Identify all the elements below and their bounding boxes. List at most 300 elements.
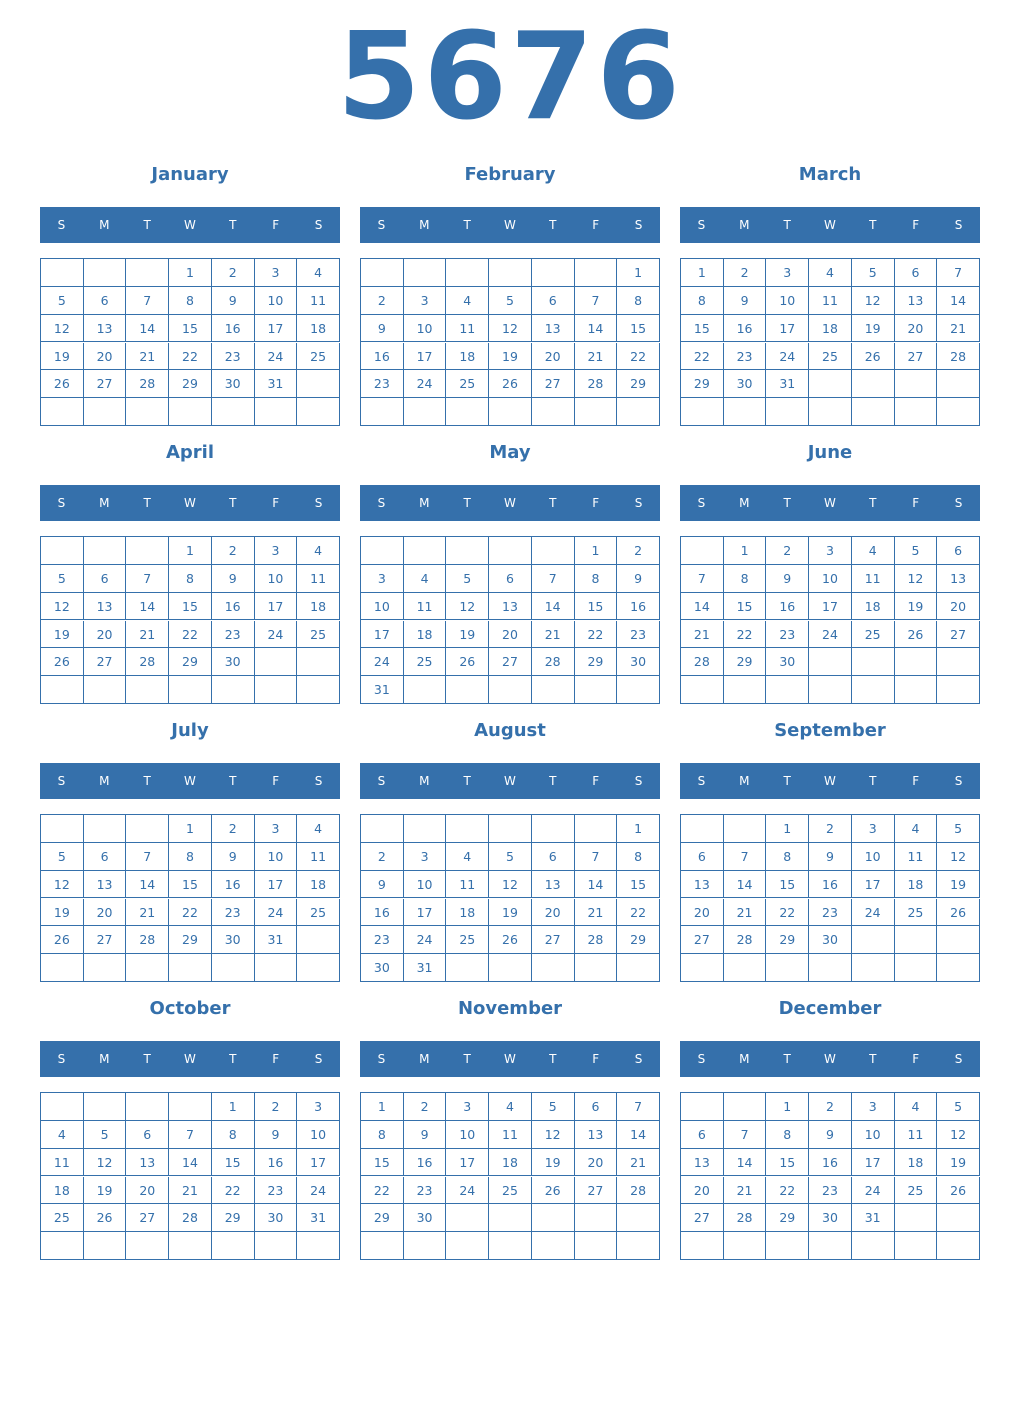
month-title: May bbox=[489, 442, 531, 463]
empty-day-cell bbox=[937, 954, 980, 982]
empty-day-cell bbox=[766, 1232, 809, 1260]
empty-day-cell bbox=[297, 1232, 340, 1260]
day-cell: 24 bbox=[361, 648, 404, 676]
day-cell: 25 bbox=[895, 899, 938, 927]
day-cell: 28 bbox=[937, 343, 980, 371]
weekday-label: W bbox=[824, 496, 836, 510]
empty-day-cell bbox=[212, 676, 255, 704]
day-cell: 16 bbox=[809, 871, 852, 899]
day-cell: 16 bbox=[255, 1149, 298, 1177]
weekday-label: S bbox=[57, 1052, 66, 1066]
day-cell: 27 bbox=[532, 926, 575, 954]
empty-day-cell bbox=[361, 815, 404, 843]
day-cell: 9 bbox=[724, 287, 767, 315]
day-cell: 8 bbox=[766, 1121, 809, 1149]
empty-day-cell bbox=[126, 259, 169, 287]
weekday-label: W bbox=[824, 774, 836, 788]
day-cell: 14 bbox=[937, 287, 980, 315]
empty-day-cell bbox=[724, 1232, 767, 1260]
day-cell: 30 bbox=[724, 370, 767, 398]
day-cell: 17 bbox=[297, 1149, 340, 1177]
day-cell: 3 bbox=[404, 843, 447, 871]
day-cell: 8 bbox=[724, 565, 767, 593]
day-cell: 11 bbox=[489, 1121, 532, 1149]
day-cell: 28 bbox=[169, 1204, 212, 1232]
weekday-label: T bbox=[549, 1052, 557, 1066]
day-cell: 12 bbox=[937, 1121, 980, 1149]
day-cell: 26 bbox=[852, 343, 895, 371]
day-grid bbox=[40, 536, 340, 704]
empty-day-cell bbox=[895, 370, 938, 398]
day-cell: 22 bbox=[575, 621, 618, 649]
empty-day-cell bbox=[681, 815, 724, 843]
day-cell: 3 bbox=[852, 1093, 895, 1121]
empty-day-cell bbox=[489, 1204, 532, 1232]
day-cell: 19 bbox=[852, 315, 895, 343]
day-cell: 14 bbox=[126, 315, 169, 343]
day-cell: 11 bbox=[404, 593, 447, 621]
empty-day-cell bbox=[532, 537, 575, 565]
day-cell: 9 bbox=[361, 315, 404, 343]
day-cell: 14 bbox=[724, 871, 767, 899]
weekday-header bbox=[360, 207, 660, 243]
day-cell: 6 bbox=[532, 843, 575, 871]
day-grid bbox=[360, 258, 660, 426]
weekday-label: T bbox=[549, 218, 557, 232]
day-cell: 2 bbox=[724, 259, 767, 287]
day-cell: 27 bbox=[126, 1204, 169, 1232]
day-cell: 15 bbox=[169, 593, 212, 621]
day-cell: 8 bbox=[575, 565, 618, 593]
empty-day-cell bbox=[852, 954, 895, 982]
day-cell: 19 bbox=[41, 343, 84, 371]
day-cell: 16 bbox=[212, 315, 255, 343]
day-cell: 28 bbox=[575, 926, 618, 954]
day-cell: 10 bbox=[297, 1121, 340, 1149]
day-cell: 5 bbox=[41, 843, 84, 871]
day-cell: 8 bbox=[169, 843, 212, 871]
day-cell: 15 bbox=[361, 1149, 404, 1177]
weekday-label: S bbox=[634, 496, 643, 510]
empty-day-cell bbox=[724, 1093, 767, 1121]
day-cell: 15 bbox=[169, 871, 212, 899]
empty-day-cell bbox=[575, 1232, 618, 1260]
day-cell: 20 bbox=[126, 1177, 169, 1205]
day-cell: 24 bbox=[852, 899, 895, 927]
day-cell: 22 bbox=[681, 343, 724, 371]
day-cell: 28 bbox=[126, 648, 169, 676]
day-cell: 26 bbox=[489, 370, 532, 398]
day-cell: 21 bbox=[575, 343, 618, 371]
empty-day-cell bbox=[126, 537, 169, 565]
empty-day-cell bbox=[489, 815, 532, 843]
day-cell: 23 bbox=[212, 899, 255, 927]
weekday-label: S bbox=[57, 218, 66, 232]
day-cell: 20 bbox=[84, 899, 127, 927]
weekday-label: F bbox=[592, 1052, 600, 1066]
day-cell: 30 bbox=[212, 926, 255, 954]
month-title: April bbox=[165, 442, 215, 463]
weekday-label: M bbox=[99, 218, 110, 232]
weekday-label: F bbox=[272, 218, 280, 232]
day-cell: 18 bbox=[446, 343, 489, 371]
day-cell: 1 bbox=[212, 1093, 255, 1121]
day-cell: 25 bbox=[41, 1204, 84, 1232]
day-cell: 26 bbox=[41, 926, 84, 954]
day-cell: 4 bbox=[446, 287, 489, 315]
empty-day-cell bbox=[724, 398, 767, 426]
day-cell: 18 bbox=[404, 621, 447, 649]
day-cell: 13 bbox=[84, 871, 127, 899]
empty-day-cell bbox=[446, 259, 489, 287]
weekday-label: M bbox=[99, 1052, 110, 1066]
day-cell: 24 bbox=[446, 1177, 489, 1205]
day-cell: 31 bbox=[255, 926, 298, 954]
day-cell: 1 bbox=[681, 259, 724, 287]
day-cell: 30 bbox=[212, 648, 255, 676]
day-cell: 1 bbox=[169, 259, 212, 287]
day-cell: 22 bbox=[169, 343, 212, 371]
day-cell: 15 bbox=[724, 593, 767, 621]
day-cell: 22 bbox=[212, 1177, 255, 1205]
weekday-label: S bbox=[697, 1052, 706, 1066]
day-cell: 2 bbox=[617, 537, 660, 565]
weekday-label: S bbox=[314, 496, 323, 510]
day-cell: 17 bbox=[852, 871, 895, 899]
day-grid bbox=[680, 258, 980, 426]
day-cell: 19 bbox=[489, 899, 532, 927]
day-cell: 2 bbox=[361, 843, 404, 871]
day-cell: 13 bbox=[532, 315, 575, 343]
weekday-label: S bbox=[634, 218, 643, 232]
empty-day-cell bbox=[937, 648, 980, 676]
empty-day-cell bbox=[532, 1232, 575, 1260]
empty-day-cell bbox=[212, 398, 255, 426]
day-cell: 30 bbox=[361, 954, 404, 982]
day-cell: 13 bbox=[126, 1149, 169, 1177]
weekday-label: T bbox=[229, 496, 237, 510]
empty-day-cell bbox=[126, 954, 169, 982]
month-october bbox=[40, 994, 340, 1264]
day-cell: 21 bbox=[681, 621, 724, 649]
day-cell: 18 bbox=[809, 315, 852, 343]
empty-day-cell bbox=[766, 954, 809, 982]
weekday-label: W bbox=[504, 218, 516, 232]
day-cell: 11 bbox=[895, 843, 938, 871]
day-cell: 1 bbox=[361, 1093, 404, 1121]
weekday-label: T bbox=[229, 774, 237, 788]
empty-day-cell bbox=[681, 676, 724, 704]
empty-day-cell bbox=[809, 398, 852, 426]
day-cell: 25 bbox=[809, 343, 852, 371]
empty-day-cell bbox=[809, 370, 852, 398]
day-cell: 21 bbox=[532, 621, 575, 649]
day-cell: 18 bbox=[297, 593, 340, 621]
weekday-label: T bbox=[143, 496, 151, 510]
day-cell: 9 bbox=[212, 843, 255, 871]
empty-day-cell bbox=[212, 1232, 255, 1260]
day-cell: 27 bbox=[84, 926, 127, 954]
day-cell: 28 bbox=[126, 926, 169, 954]
day-cell: 10 bbox=[404, 871, 447, 899]
weekday-label: W bbox=[504, 774, 516, 788]
weekday-label: S bbox=[954, 496, 963, 510]
month-title: February bbox=[464, 164, 556, 185]
day-cell: 31 bbox=[852, 1204, 895, 1232]
day-cell: 5 bbox=[937, 1093, 980, 1121]
day-cell: 22 bbox=[169, 621, 212, 649]
day-cell: 6 bbox=[126, 1121, 169, 1149]
weekday-label: W bbox=[184, 774, 196, 788]
empty-day-cell bbox=[575, 259, 618, 287]
day-cell: 6 bbox=[575, 1093, 618, 1121]
weekday-label: W bbox=[184, 1052, 196, 1066]
day-cell: 7 bbox=[532, 565, 575, 593]
empty-day-cell bbox=[681, 1093, 724, 1121]
day-cell: 15 bbox=[169, 315, 212, 343]
day-cell: 21 bbox=[937, 315, 980, 343]
day-cell: 30 bbox=[766, 648, 809, 676]
day-cell: 4 bbox=[297, 537, 340, 565]
empty-day-cell bbox=[169, 1093, 212, 1121]
day-cell: 18 bbox=[41, 1177, 84, 1205]
empty-day-cell bbox=[489, 259, 532, 287]
day-cell: 17 bbox=[766, 315, 809, 343]
day-cell: 21 bbox=[724, 899, 767, 927]
weekday-label: S bbox=[57, 774, 66, 788]
empty-day-cell bbox=[84, 398, 127, 426]
weekday-header bbox=[40, 485, 340, 521]
day-cell: 27 bbox=[84, 648, 127, 676]
day-cell: 11 bbox=[895, 1121, 938, 1149]
empty-day-cell bbox=[404, 676, 447, 704]
empty-day-cell bbox=[852, 648, 895, 676]
empty-day-cell bbox=[532, 398, 575, 426]
month-january bbox=[40, 160, 340, 430]
day-cell: 24 bbox=[809, 621, 852, 649]
day-cell: 21 bbox=[126, 343, 169, 371]
empty-day-cell bbox=[681, 954, 724, 982]
day-cell: 19 bbox=[446, 621, 489, 649]
empty-day-cell bbox=[41, 1232, 84, 1260]
empty-day-cell bbox=[41, 954, 84, 982]
day-cell: 30 bbox=[255, 1204, 298, 1232]
month-title: October bbox=[149, 998, 231, 1019]
month-title: November bbox=[457, 998, 563, 1019]
empty-day-cell bbox=[446, 1232, 489, 1260]
day-cell: 16 bbox=[361, 899, 404, 927]
day-cell: 21 bbox=[169, 1177, 212, 1205]
day-cell: 29 bbox=[766, 1204, 809, 1232]
weekday-label: T bbox=[869, 496, 877, 510]
empty-day-cell bbox=[361, 1232, 404, 1260]
day-cell: 30 bbox=[809, 1204, 852, 1232]
day-cell: 3 bbox=[809, 537, 852, 565]
day-cell: 7 bbox=[724, 843, 767, 871]
day-cell: 12 bbox=[41, 315, 84, 343]
weekday-label: M bbox=[99, 496, 110, 510]
empty-day-cell bbox=[617, 1232, 660, 1260]
day-cell: 10 bbox=[255, 565, 298, 593]
weekday-label: M bbox=[739, 1052, 750, 1066]
empty-day-cell bbox=[404, 259, 447, 287]
empty-day-cell bbox=[41, 1093, 84, 1121]
day-cell: 20 bbox=[681, 899, 724, 927]
day-cell: 15 bbox=[617, 871, 660, 899]
day-cell: 5 bbox=[532, 1093, 575, 1121]
day-grid bbox=[680, 814, 980, 982]
day-cell: 29 bbox=[212, 1204, 255, 1232]
day-cell: 9 bbox=[212, 565, 255, 593]
empty-day-cell bbox=[169, 676, 212, 704]
empty-day-cell bbox=[575, 398, 618, 426]
day-cell: 10 bbox=[361, 593, 404, 621]
weekday-label: S bbox=[377, 774, 386, 788]
empty-day-cell bbox=[937, 370, 980, 398]
weekday-label: T bbox=[549, 496, 557, 510]
day-cell: 31 bbox=[766, 370, 809, 398]
day-cell: 9 bbox=[809, 1121, 852, 1149]
day-cell: 14 bbox=[724, 1149, 767, 1177]
weekday-label: T bbox=[869, 218, 877, 232]
month-title: January bbox=[151, 164, 229, 185]
day-cell: 26 bbox=[895, 621, 938, 649]
day-grid bbox=[680, 536, 980, 704]
day-cell: 8 bbox=[361, 1121, 404, 1149]
empty-day-cell bbox=[852, 926, 895, 954]
empty-day-cell bbox=[169, 1232, 212, 1260]
day-cell: 19 bbox=[84, 1177, 127, 1205]
empty-day-cell bbox=[489, 1232, 532, 1260]
empty-day-cell bbox=[297, 926, 340, 954]
day-cell: 24 bbox=[766, 343, 809, 371]
day-cell: 13 bbox=[84, 593, 127, 621]
empty-day-cell bbox=[895, 1204, 938, 1232]
day-cell: 19 bbox=[895, 593, 938, 621]
day-cell: 7 bbox=[575, 287, 618, 315]
empty-day-cell bbox=[126, 815, 169, 843]
day-cell: 6 bbox=[84, 565, 127, 593]
empty-day-cell bbox=[809, 1232, 852, 1260]
day-cell: 14 bbox=[617, 1121, 660, 1149]
day-cell: 30 bbox=[212, 370, 255, 398]
empty-day-cell bbox=[126, 398, 169, 426]
empty-day-cell bbox=[852, 1232, 895, 1260]
empty-day-cell bbox=[617, 398, 660, 426]
weekday-label: F bbox=[912, 1052, 920, 1066]
empty-day-cell bbox=[937, 1232, 980, 1260]
weekday-header bbox=[360, 1041, 660, 1077]
month-april bbox=[40, 438, 340, 708]
day-cell: 24 bbox=[255, 899, 298, 927]
weekday-label: T bbox=[549, 774, 557, 788]
empty-day-cell bbox=[84, 1093, 127, 1121]
day-cell: 8 bbox=[617, 287, 660, 315]
day-cell: 17 bbox=[404, 343, 447, 371]
empty-day-cell bbox=[532, 954, 575, 982]
empty-day-cell bbox=[532, 1204, 575, 1232]
empty-day-cell bbox=[575, 954, 618, 982]
day-cell: 5 bbox=[41, 565, 84, 593]
day-cell: 16 bbox=[212, 593, 255, 621]
day-cell: 5 bbox=[937, 815, 980, 843]
empty-day-cell bbox=[852, 676, 895, 704]
weekday-label: M bbox=[739, 496, 750, 510]
month-november bbox=[360, 994, 660, 1264]
empty-day-cell bbox=[297, 398, 340, 426]
day-cell: 29 bbox=[617, 926, 660, 954]
day-cell: 9 bbox=[404, 1121, 447, 1149]
weekday-label: M bbox=[419, 1052, 430, 1066]
day-cell: 12 bbox=[41, 871, 84, 899]
empty-day-cell bbox=[575, 676, 618, 704]
day-cell: 25 bbox=[404, 648, 447, 676]
weekday-label: S bbox=[697, 496, 706, 510]
month-august bbox=[360, 716, 660, 986]
weekday-label: W bbox=[824, 1052, 836, 1066]
day-cell: 17 bbox=[809, 593, 852, 621]
day-cell: 22 bbox=[766, 899, 809, 927]
day-cell: 17 bbox=[255, 315, 298, 343]
day-cell: 1 bbox=[617, 815, 660, 843]
day-cell: 11 bbox=[852, 565, 895, 593]
day-cell: 11 bbox=[297, 287, 340, 315]
empty-day-cell bbox=[575, 1204, 618, 1232]
month-march bbox=[680, 160, 980, 430]
day-cell: 30 bbox=[404, 1204, 447, 1232]
day-cell: 5 bbox=[852, 259, 895, 287]
day-cell: 23 bbox=[766, 621, 809, 649]
day-cell: 23 bbox=[809, 899, 852, 927]
day-cell: 19 bbox=[937, 1149, 980, 1177]
empty-day-cell bbox=[532, 815, 575, 843]
day-cell: 20 bbox=[895, 315, 938, 343]
weekday-label: S bbox=[954, 1052, 963, 1066]
weekday-label: S bbox=[314, 1052, 323, 1066]
day-cell: 27 bbox=[84, 370, 127, 398]
weekday-label: M bbox=[739, 218, 750, 232]
month-july bbox=[40, 716, 340, 986]
month-december bbox=[680, 994, 980, 1264]
day-cell: 4 bbox=[809, 259, 852, 287]
day-cell: 15 bbox=[575, 593, 618, 621]
day-cell: 14 bbox=[681, 593, 724, 621]
day-cell: 23 bbox=[255, 1177, 298, 1205]
day-cell: 29 bbox=[169, 648, 212, 676]
day-cell: 4 bbox=[489, 1093, 532, 1121]
weekday-label: F bbox=[272, 496, 280, 510]
weekday-label: S bbox=[634, 1052, 643, 1066]
empty-day-cell bbox=[255, 1232, 298, 1260]
empty-day-cell bbox=[937, 1204, 980, 1232]
day-cell: 3 bbox=[361, 565, 404, 593]
empty-day-cell bbox=[404, 398, 447, 426]
day-cell: 26 bbox=[41, 370, 84, 398]
weekday-header bbox=[680, 485, 980, 521]
day-cell: 23 bbox=[361, 370, 404, 398]
day-cell: 30 bbox=[809, 926, 852, 954]
weekday-label: F bbox=[592, 774, 600, 788]
empty-day-cell bbox=[84, 259, 127, 287]
empty-day-cell bbox=[446, 537, 489, 565]
day-cell: 14 bbox=[575, 871, 618, 899]
month-title: December bbox=[778, 998, 882, 1019]
day-cell: 9 bbox=[766, 565, 809, 593]
day-cell: 20 bbox=[681, 1177, 724, 1205]
day-cell: 10 bbox=[255, 843, 298, 871]
day-cell: 15 bbox=[617, 315, 660, 343]
day-cell: 23 bbox=[361, 926, 404, 954]
